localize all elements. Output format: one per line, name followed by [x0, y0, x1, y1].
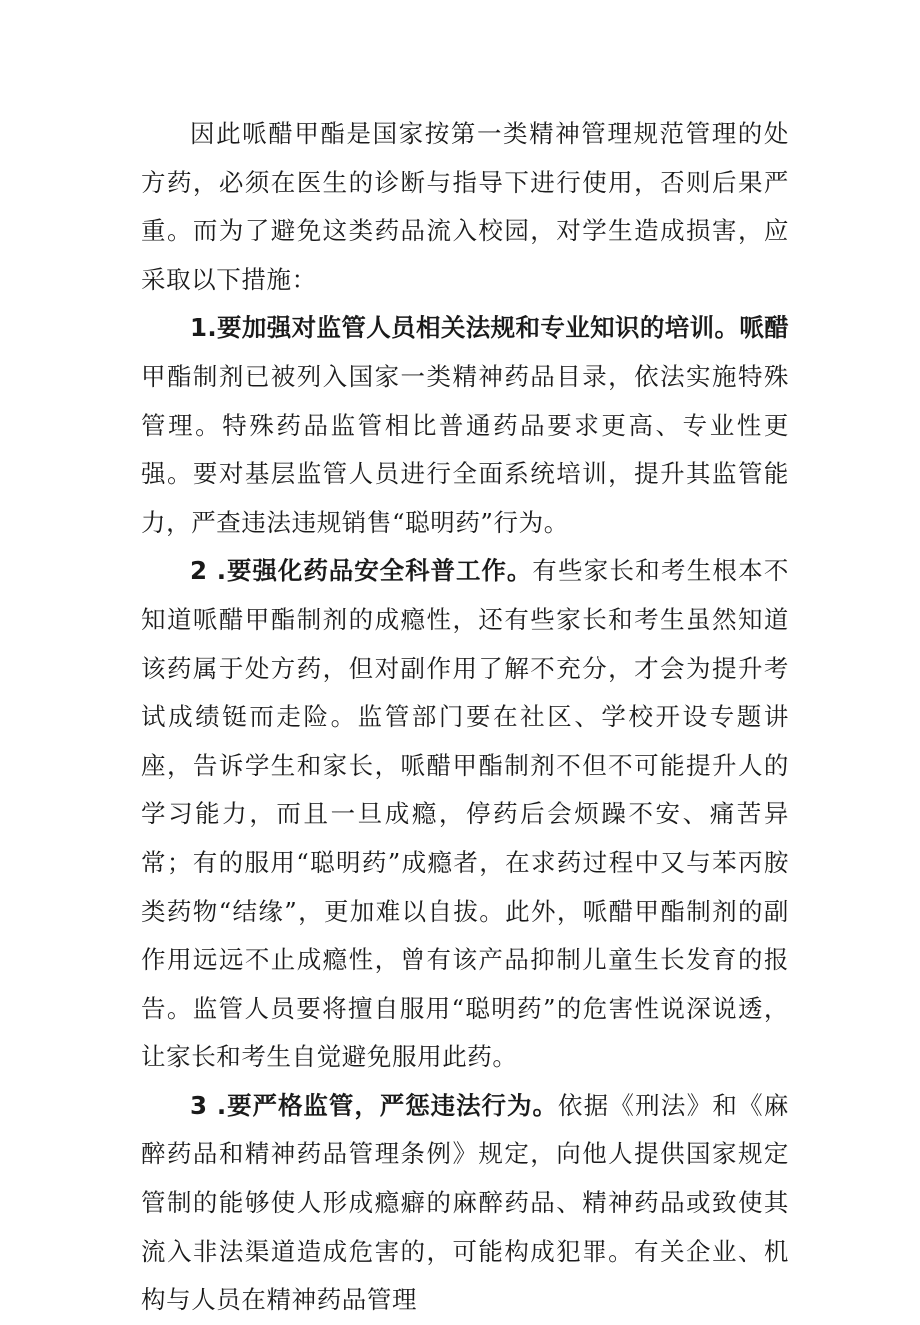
measure-1-heading: 1.要加强对监管人员相关法规和专业知识的培训。哌醋 [190, 313, 789, 343]
measure-2-paragraph [141, 547, 789, 1082]
measure-3-paragraph [141, 1082, 789, 1325]
measure-1-text: 甲酯制剂已被列入国家一类精神药品目录，依法实施特殊管理。特殊药品监管相比普通药品要求更高、专业性更强。要对基层监管人员进行全面系统培训，提升其监管能力，严查违法违规销售“聪明药”行为。 [141, 361, 789, 537]
intro-paragraph [141, 110, 789, 304]
measure-2-text: 有些家长和考生根本不知道哌醋甲酯制剂的成瘾性，还有些家长和考生虽然知道该药属于处方药，但对副作用了解不充分，才会为提升考试成绩铤而走险。监管部门要在社区、学校开设专题讲座，告诉学生和家长，哌醋甲酯制剂不但不可能提升人的学习能力，而且一旦成瘾，停药后会烦躁不安、痛苦异常；有的服用“聪明药”成瘾者，在求药过程中又与苯丙胺类药物“结缘”，更加难以自拔。此外，哌醋甲酯制剂的副作用远远不止成瘾性，曾有该产品抑制儿童生长发育的报告。监管人员要将擅自服用“聪明药”的危害性说深说透，让家长和考生自觉避免服用此药。 [141, 556, 789, 1072]
measure-2-heading: 2 .要强化药品安全科普工作。 [190, 556, 533, 586]
measure-1-paragraph [141, 304, 789, 547]
document-body [141, 110, 789, 1325]
intro-paragraph-text: 因此哌醋甲酯是国家按第一类精神管理规范管理的处方药，必须在医生的诊断与指导下进行使用，否则后果严重。而为了避免这类药品流入校园，对学生造成损害，应采取以下措施： [141, 119, 789, 294]
measure-3-text: 依据《刑法》和《麻醉药品和精神药品管理条例》规定，向他人提供国家规定管制的能够使人形成瘾癖的麻醉药品、精神药品或致使其流入非法渠道造成危害的，可能构成犯罪。有关企业、机构与人员在精神药品管理 [141, 1090, 789, 1315]
measure-3-heading: 3 .要严格监管，严惩违法行为。 [190, 1090, 558, 1120]
